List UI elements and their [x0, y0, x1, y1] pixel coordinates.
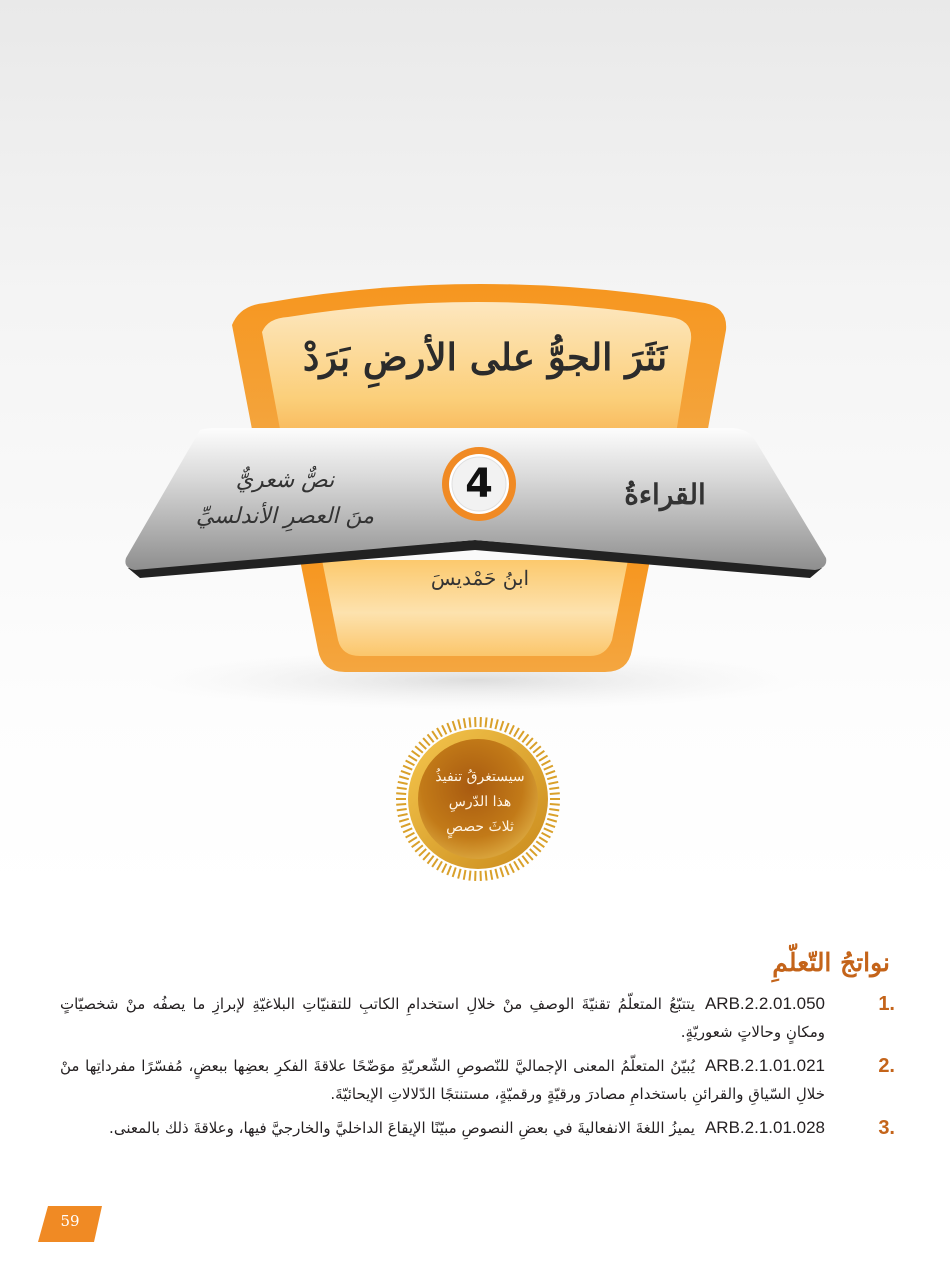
outcome-item: [60, 1114, 895, 1142]
duration-text: [405, 765, 555, 840]
page-number: 59: [60, 1212, 80, 1230]
duration-line-3: ثلاثَ حصصٍ: [446, 819, 514, 835]
duration-line-2: هذا الدّرسِ: [448, 794, 512, 810]
outcome-description: يُبيّنُ المتعلّمُ المعنى الإجماليَّ للنّصوصِ الشّعريّةِ موَضّحًا علاقةَ الفكرِ بعضِها ببعضٍ، مُفسّرًا مفرداتِها منْ خلالِ السّياقِ والقرائنِ باستخدامِ مصادرَ ورقيّةٍ ورقميّةٍ، مستنتجًا الدّلالاتِ الإيحائيّةَ.: [60, 1057, 825, 1103]
outcome-code: ARB.2.2.01.050: [704, 994, 825, 1013]
outcomes-heading: نواتجُ التّعلّمِ: [772, 948, 890, 977]
outcome-code: ARB.2.1.01.028: [704, 1118, 825, 1137]
genre-line-2: منَ العصرِ الأندلسيِّ: [195, 504, 375, 529]
outcome-number: 2.: [878, 1055, 895, 1077]
outcome-code: ARB.2.1.01.021: [704, 1056, 825, 1075]
duration-line-1: سيستغرقُ تنفيذُ: [435, 769, 525, 785]
section-label: القراءةُ: [624, 478, 706, 511]
outcome-description: يتتبّعُ المتعلّمُ تقنيّةَ الوصفِ منْ خلالِ استخدامِ الكاتبِ للتقنيّاتِ البلاغيّةِ لإبرازِ ما يصفُه منْ شخصيّاتٍ ومكانٍ وحالاتٍ شعوريّةٍ.: [60, 995, 825, 1041]
outcome-item: [60, 1052, 895, 1108]
outcome-number: 1.: [878, 993, 895, 1015]
genre-line-1: نصٌّ شعريٌّ: [235, 468, 335, 493]
outcomes-list: [60, 990, 895, 1148]
outcome-item: [60, 990, 895, 1046]
author-name: ابنُ حَمْديسَ: [430, 566, 530, 590]
genre-label: [165, 463, 405, 535]
outcome-description: يميزُ اللغةَ الانفعاليةَ في بعضِ النصوصِ مبيّنًا الإيقاعَ الداخليَّ والخارجيَّ فيها، وعلاقةَ ذلك بالمعنى.: [109, 1119, 695, 1137]
lesson-title: نَثَرَ الجوُّ على الأرضِ بَرَدْ: [302, 335, 668, 379]
outcome-number: 3.: [878, 1117, 895, 1139]
lesson-number: 4: [465, 461, 493, 507]
